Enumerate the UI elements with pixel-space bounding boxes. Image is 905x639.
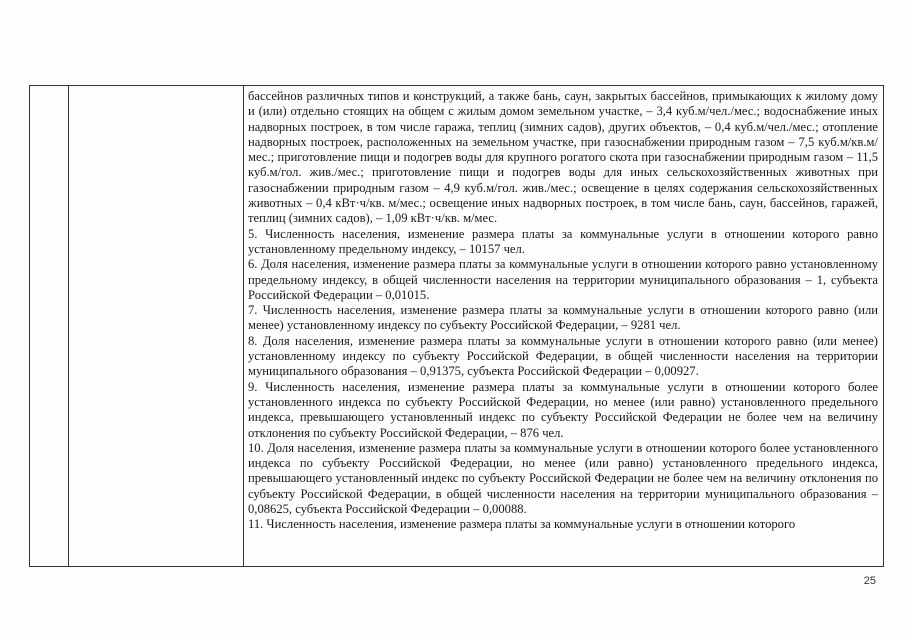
paragraph-6: 6. Доля населения, изменение размера платы за коммунальные услуги в отношении которого равно установленному предельному индексу, в общей численности населения на территории муниципального образования – 1, субъекта Российской Федерации – 0,01015. bbox=[248, 257, 878, 302]
table-column-number bbox=[30, 86, 69, 566]
paragraph-10: 10. Доля населения, изменение размера платы за коммунальные услуги в отношении которого более установленного индекса по субъекту Российской Федерации, но менее (или равно) установленного предельного индекса, превышающего установленный индекс по субъекту Российской Федерации не более чем на величину отклонения по субъекту Российской Федерации, в общей численности населения на территории муниципального образования – 0,08625, субъекта Российской Федерации – 0,00088. bbox=[248, 440, 878, 517]
paragraph-11: 11. Численность населения, изменение размера платы за коммунальные услуги в отношении которого bbox=[248, 517, 796, 532]
paragraph-5: 5. Численность населения, изменение размера платы за коммунальные услуги в отношении которого равно установленному предельному индексу, – 10157 чел. bbox=[248, 226, 878, 256]
paragraph-7: 7. Численность населения, изменение размера платы за коммунальные услуги в отношении которого равно (или менее) установленному индексу по субъекту Российской Федерации, – 9281 чел. bbox=[248, 303, 878, 333]
document-table bbox=[29, 85, 884, 567]
table-column-name bbox=[69, 86, 244, 566]
page-number: 25 bbox=[863, 575, 876, 587]
table-column-content bbox=[244, 86, 883, 566]
paragraph-9: 9. Численность населения, изменение размера платы за коммунальные услуги в отношении которого более установленного индекса по субъекту Российской Федерации, но менее (или равно) установленного предельного индекса, превышающего установленный индекс по субъекту Российской Федерации не более чем на величину отклонения по субъекту Российской Федерации, – 876 чел. bbox=[248, 379, 878, 440]
paragraph-8: 8. Доля населения, изменение размера платы за коммунальные услуги в отношении которого равно (или менее) установленному индексу по субъекту Российской Федерации, в общей численности населения на территории муниципального образования – 0,91375, субъекта Российской Федерации – 0,00927. bbox=[248, 333, 878, 379]
paragraph-norms: бассейнов различных типов и конструкций, а также бань, саун, закрытых бассейнов, примыкающих к жилому дому и (или) отдельно стоящих на общем с жилым домом земельном участке, – 3,4 куб.м/чел./мес.; водоснабжение иных надворных построек, в том числе гаража, теплиц (зимних садов), других объектов, – 0,4 куб.м/чел./мес.; отопление надворных построек, расположенных на земельном участке, при газоснабжении природным газом – 7,5 куб.м/кв.м/мес.; приготовление пищи и подогрев воды для крупного рогатого скота при газоснабжении природным газом – 11,5 куб.м/гол. жив./мес.; приготовление пищи и подогрев воды для иных сельскохозяйственных животных при газоснабжении природным газом – 4,9 куб.м/гол. жив./мес.; освещение в целях содержания сельскохозяйственных животных – 0,4 кВт·ч/кв. м/мес.; освещение иных надворных построек, в том числе бань, саун, бассейнов, гаражей, теплиц (зимних садов), – 1,09 кВт·ч/кв. м/мес. bbox=[248, 89, 878, 226]
